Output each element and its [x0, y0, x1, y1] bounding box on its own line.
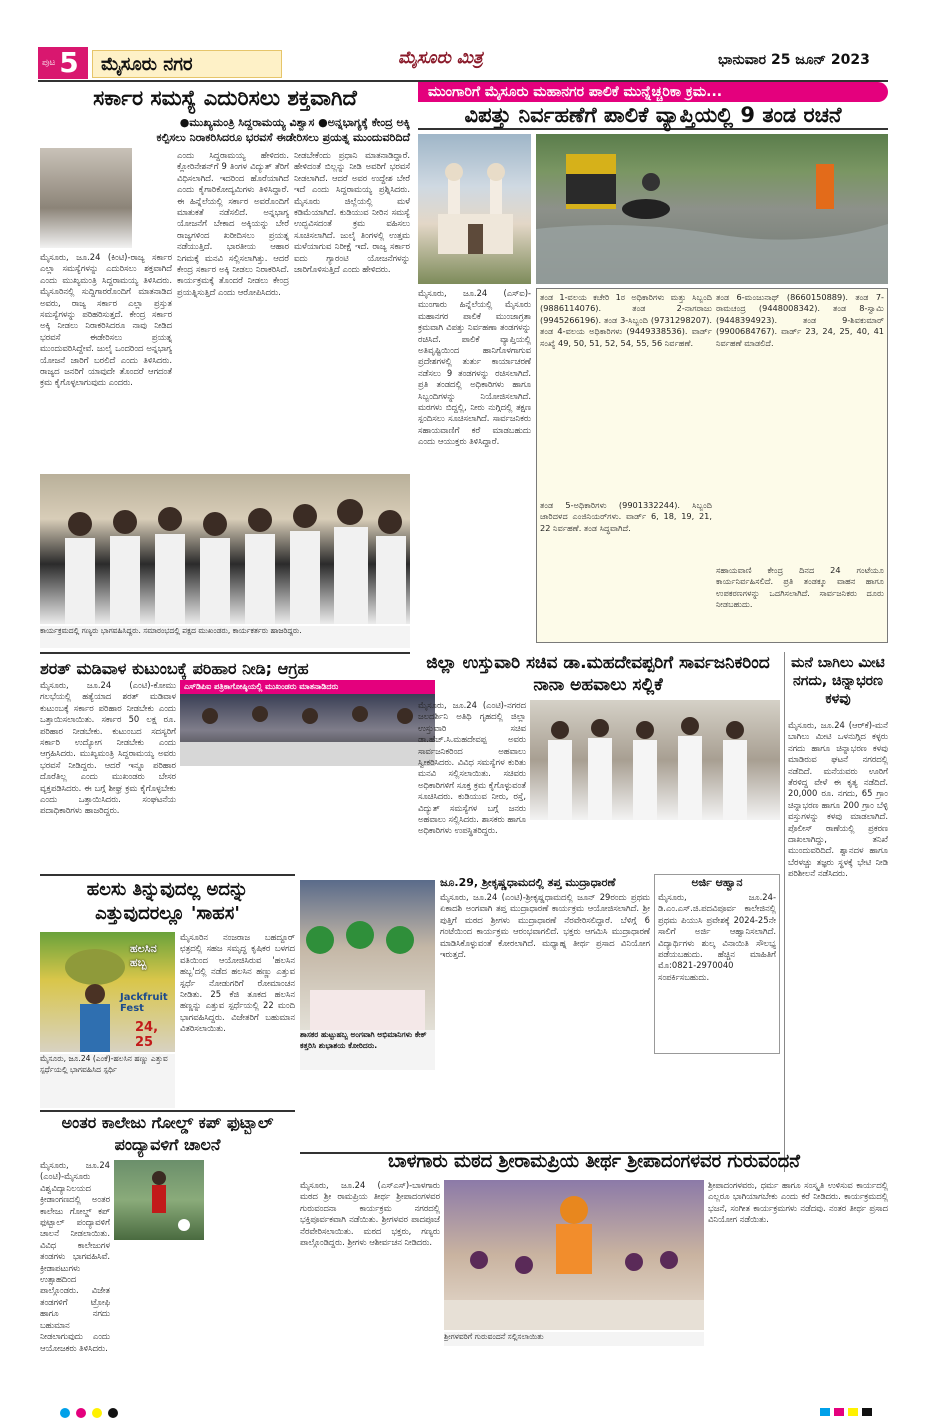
reg-magenta [76, 1408, 86, 1418]
reg-cyan [60, 1408, 70, 1418]
story6-headline: ಹಲಸು ತಿನ್ನುವುದಲ್ಲ ಅದನ್ನು ಎತ್ತುವುದರಲ್ಲೂ 'ಸಾಹಸ' [86, 879, 249, 924]
minister-photo [530, 700, 780, 820]
story1-subhead-1: ●ಮುಖ್ಯಮಂತ್ರಿ ಸಿದ್ದರಾಮಯ್ಯ ವಿಶ್ವಾಸ ●ಅನ್ನಭಾಗ್ಯಕ್ಕೆ ಕೇಂದ್ರ ಅಕ್ಕಿ [179, 116, 410, 129]
story6-rule [40, 874, 295, 876]
story4-body: ಮೈಸೂರು, ಜೂ.24 (ಎಂಟಿ)-ನಗರದ ಜಲದರ್ಶಿನಿ ಅತಿಥಿ ಗೃಹದಲ್ಲಿ ಜಿಲ್ಲಾ ಉಸ್ತುವಾರಿ ಸಚಿವ ಡಾ.ಹೆಚ್.ಸಿ.ಮಹದೇವಪ್ಪ ಅವರು ಸಾರ್ವಜನಿಕರಿಂದ ಅಹವಾಲು ಸ್ವೀಕರಿಸಿದರು. ವಿವಿಧ ಸಮಸ್ಯೆಗಳ ಕುರಿತು ಮನವಿ ಸಲ್ಲಿಸಲಾಯಿತು. ಸಚಿವರು ಅಧಿಕಾರಿಗಳಿಗೆ ಸೂಕ್ತ ಕ್ರಮ ಕೈಗೊಳ್ಳುವಂತೆ ಸೂಚಿಸಿದರು. ಕುಡಿಯುವ ನೀರು, ರಸ್ತೆ, ವಿದ್ಯುತ್ ಸಮಸ್ಯೆಗಳ ಬಗ್ಗೆ ಜನರು ಅಹವಾಲು ಸಲ್ಲಿಸಿದರು. ಶಾಸಕರು ಹಾಗೂ ಅಧಿಕಾರಿಗಳು ಉಪಸ್ಥಿತರಿದ್ದರು. [418, 700, 526, 836]
story11-body: ಮೈಸೂರು, ಜೂ.24 (ಎಂಟಿ)-ಮೈಸೂರು ವಿಶ್ವವಿದ್ಯಾನಿಲಯದ ಕ್ರೀಡಾಂಗಣದಲ್ಲಿ ಅಂತರ ಕಾಲೇಜು ಗೋಲ್ಡ್ ಕಪ್ ಫುಟ್ಬಾಲ್ ಪಂದ್ಯಾವಳಿಗೆ ಚಾಲನೆ ನೀಡಲಾಯಿತು. ವಿವಿಧ ಕಾಲೇಜುಗಳ ತಂಡಗಳು ಭಾಗವಹಿಸಿವೆ. ಕ್ರೀಡಾಪಟುಗಳು ಉತ್ಸಾಹದಿಂದ ಪಾಲ್ಗೊಂಡರು. ವಿಜೇತ ತಂಡಗಳಿಗೆ ಟ್ರೋಫಿ ಹಾಗೂ ನಗದು ಬಹುಮಾನ ನೀಡಲಾಗುವುದು ಎಂದು ಆಯೋಜಕರು ತಿಳಿಸಿದರು. [40, 1160, 110, 1353]
story1-subhead-2: ಕಲ್ಪಿಸಲು ನಿರಾಕರಿಸಿದರೂ ಭರವಸೆ ಈಡೇರಿಸಲು ಪ್ರಯತ್ನ ಮುಂದುವರಿದಿದೆ [156, 131, 410, 144]
story2-headline: ವಿಪತ್ತು ನಿರ್ವಹಣೆಗೆ ಪಾಲಿಕೆ ವ್ಯಾಪ್ತಿಯಲ್ಲಿ 9 ತಂಡ ರಚನೆ [418, 102, 888, 130]
story9-headline: ಅರ್ಜಿ ಆಹ್ವಾನ [691, 876, 743, 889]
bar-cyan [820, 1408, 830, 1416]
story3-photo-caption: ಎಸ್‌ಡಿಪಿಐ ಪತ್ರಿಕಾಗೋಷ್ಠಿಯಲ್ಲಿ ಮುಖಂಡರು ಮಾತನಾಡಿದರು [180, 680, 435, 694]
group-photo-caption: ಕಾರ್ಯಕ್ರಮದಲ್ಲಿ ಗಣ್ಯರು ಭಾಗವಹಿಸಿದ್ದರು. ಸಮಾರಂಭದಲ್ಲಿ ಪಕ್ಷದ ಮುಖಂಡರು, ಕಾರ್ಯಕರ್ತರು ಹಾಜರಿದ್ದರು. [40, 626, 410, 648]
story4-headline: ಜಿಲ್ಲಾ ಉಸ್ತುವಾರಿ ಸಚಿವ ಡಾ.ಮಹದೇವಪ್ಪರಿಗೆ ಸಾರ್ವಜನಿಕರಿಂದ ನಾನಾ ಅಹವಾಲು ಸಲ್ಲಿಕೆ [426, 653, 770, 695]
birthday-caption: ಶಾಸಕರ ಹುಟ್ಟುಹಬ್ಬ ಅಂಗವಾಗಿ ಅಭಿಮಾನಿಗಳು ಕೇಕ್ ಕತ್ತರಿಸಿ ಶುಭಾಶಯ ಕೋರಿದರು. [300, 1030, 435, 1070]
story10-headline: ಬಾಳಗಾರು ಮಠದ ಶ್ರೀರಾಮಪ್ರಿಯ ತೀರ್ಥ ಶ್ರೀಪಾದಂಗಳವರ ಗುರುವಂದನೆ [388, 1151, 800, 1172]
story11-headline: ಅಂತರ ಕಾಲೇಜು ಗೋಲ್ಡ್ ಕಪ್ ಫುಟ್ಬಾಲ್ ಪಂದ್ಯಾವಳಿಗೆ ಚಾಲನೆ [61, 1113, 274, 1154]
story5-body: ಮೈಸೂರು, ಜೂ.24 (ಆರ್‌ಕೆ)-ಮನೆ ಬಾಗಿಲು ಮೀಟಿ ಒಳನುಗ್ಗಿದ ಕಳ್ಳರು ನಗದು ಹಾಗೂ ಚಿನ್ನಾಭರಣ ಕಳವು ಮಾಡಿರುವ ಘಟನೆ ನಗರದಲ್ಲಿ ನಡೆದಿದೆ. ಮನೆಯವರು ಊರಿಗೆ ತೆರಳಿದ್ದ ವೇಳೆ ಈ ಕೃತ್ಯ ನಡೆದಿದೆ. 20,000 ರೂ. ನಗದು, 65 ಗ್ರಾಂ ಚಿನ್ನಾಭರಣ ಹಾಗೂ 200 ಗ್ರಾಂ ಬೆಳ್ಳಿ ವಸ್ತುಗಳನ್ನು ಕಳವು ಮಾಡಲಾಗಿದೆ. ಪೊಲೀಸ್ ಠಾಣೆಯಲ್ಲಿ ಪ್ರಕರಣ ದಾಖಲಾಗಿದ್ದು, ತನಿಖೆ ಮುಂದುವರಿದಿದೆ. ಶ್ವಾನದಳ ಹಾಗೂ ಬೆರಳಚ್ಚು ತಜ್ಞರು ಸ್ಥಳಕ್ಕೆ ಭೇಟಿ ನೀಡಿ ಪರಿಶೀಲನೆ ನಡೆಸಿದರು. [788, 720, 888, 879]
banner-text-a: ಹಲಸಿನ ಹಬ್ಬ [130, 942, 157, 969]
birthday-scene [300, 880, 435, 1030]
story8-headline: ಜೂ.29, ಶ್ರೀಕೃಷ್ಣಧಾಮದಲ್ಲಿ ತಪ್ತ ಮುದ್ರಾಧಾರಣೆ [440, 876, 616, 889]
reg-yellow [92, 1408, 102, 1418]
press-meet-figures [180, 694, 435, 766]
flood-photo [536, 134, 888, 284]
color-bars [820, 1408, 872, 1416]
story10-body-mid [444, 1348, 704, 1390]
masthead: ಮೈಸೂರು ಮಿತ್ರ [398, 48, 483, 68]
story10-body-left: ಮೈಸೂರು, ಜೂ.24 (ಎಸ್‌ಎಸ್)-ಬಾಳಗಾರು ಮಠದ ಶ್ರೀ ರಾಮಪ್ರಿಯ ತೀರ್ಥ ಶ್ರೀಪಾದಂಗಳವರ ಗುರುವಂದನಾ ಕಾರ್ಯಕ್ರಮ ನಗರದಲ್ಲಿ ಭಕ್ತಿಪೂರ್ವಕವಾಗಿ ನಡೆಯಿತು. ಶ್ರೀಗಳವರ ಪಾದಪೂಜೆ ನೆರವೇರಿಸಲಾಯಿತು. ಮಠದ ಭಕ್ತರು, ಗಣ್ಯರು ಪಾಲ್ಗೊಂಡಿದ್ದರು. ಶ್ರೀಗಳು ಆಶೀರ್ವಚನ ನೀಡಿದರು. [300, 1180, 440, 1248]
story1-col2: ಎಂದು ಸಿದ್ದರಾಮಯ್ಯ ಹೇಳಿದರು. ಕ್ಲೋರಿನೇಶನ್‌ಗೆ 9 ತಿಂಗಳ ವಿದ್ಯುತ್ ತೆರಿಗೆ ವಿಧಿಸಲಾಗಿದೆ. ಇದರಿಂದ ಹೊರೆಯಾಗಿದೆ ಎಂದು ಕೈಗಾರಿಕೋದ್ಯಮಿಗಳು ತಿಳಿಸಿದ್ದಾರೆ. ಈ ಹಿನ್ನೆಲೆಯಲ್ಲಿ ಸರ್ಕಾರ ಅವರೊಂದಿಗೆ ಮಾತುಕತೆ ನಡೆಸಲಿದೆ. ಅನ್ನಭಾಗ್ಯ ಯೋಜನೆಗೆ ಬೇಕಾದ ಅಕ್ಕಿಯನ್ನು ಬೇರೆ ರಾಜ್ಯಗಳಿಂದ ಖರೀದಿಸಲು ಪ್ರಯತ್ನ ನಡೆಯುತ್ತಿದೆ. ಭಾರತೀಯ ಆಹಾರ ನಿಗಮಕ್ಕೆ ಮನವಿ ಸಲ್ಲಿಸಲಾಗಿತ್ತು. ಆದರೆ ಕೇಂದ್ರ ಸರ್ಕಾರ ಅಕ್ಕಿ ನೀಡಲು ನಿರಾಕರಿಸಿದೆ. ಕಾರ್ಯಕ್ರಮಕ್ಕೆ ತೊಂದರೆ ನೀಡಲು ಕೇಂದ್ರ ಪ್ರಯತ್ನಿಸುತ್ತಿದೆ ಎಂದು ಆರೋಪಿಸಿದರು. [177, 150, 289, 297]
story3-rule [40, 652, 410, 654]
bar-yellow [848, 1408, 858, 1416]
birthday-photo [300, 880, 435, 1030]
gurvandane-scene [444, 1180, 704, 1330]
page-number-badge [38, 47, 88, 79]
story10-body-right: ಶ್ರೀಪಾದಂಗಳವರು, ಧರ್ಮ ಹಾಗೂ ಸಂಸ್ಕೃತಿ ಉಳಿಸುವ ಕಾರ್ಯದಲ್ಲಿ ಎಲ್ಲರೂ ಭಾಗಿಯಾಗಬೇಕು ಎಂದು ಕರೆ ನೀಡಿದರು. ಕಾರ್ಯಕ್ರಮದಲ್ಲಿ ಭಜನೆ, ಸಂಗೀತ ಕಾರ್ಯಕ್ರಮಗಳು ನಡೆದವು. ನಂತರ ತೀರ್ಥ ಪ್ರಸಾದ ವಿನಿಯೋಗ ನಡೆಯಿತು. [708, 1180, 888, 1225]
story3-headline: ಶರತ್ ಮಡಿವಾಳ ಕುಟುಂಬಕ್ಕೆ ಪರಿಹಾರ ನೀಡಿ; ಆಗ್ರಹ [40, 659, 309, 678]
story5-headline: ಮನೆ ಬಾಗಿಲು ಮೀಟಿ ನಗದು, ಚಿನ್ನಾಭರಣ ಕಳವು [791, 655, 885, 707]
football-player [114, 1160, 204, 1240]
story6-body: ಮೈಸೂರಿನ ನಂಜರಾಜ ಬಹದ್ದೂರ್ ಛತ್ರದಲ್ಲಿ ಸಹಜ ಸಮೃದ್ಧ ಕೃಷಿಕರ ಬಳಗದ ವತಿಯಿಂದ ಆಯೋಜಿಸಿರುವ 'ಹಲಸಿನ ಹಬ್ಬ'ದಲ್ಲಿ ನಡೆದ ಹಲಸಿನ ಹಣ್ಣು ಎತ್ತುವ ಸ್ಪರ್ಧೆ ನೋಡುಗರಿಗೆ ರೋಮಾಂಚನ ನೀಡಿತು. 25 ಕೆಜಿ ತೂಕದ ಹಲಸಿನ ಹಣ್ಣನ್ನು ಎತ್ತುವ ಸ್ಪರ್ಧೆಯಲ್ಲಿ 22 ಮಂದಿ ಭಾಗವಹಿಸಿದ್ದರು. ವಿಜೇತರಿಗೆ ಬಹುಮಾನ ವಿತರಿಸಲಾಯಿತು. [180, 932, 295, 1034]
story9-body: ಮೈಸೂರು, ಜೂ.24-ಡಿ.ಎಂ.ಎಸ್.ಜಿ.ಪದವಿಪೂರ್ವ ಕಾಲೇಜಿನಲ್ಲಿ ಪ್ರಥಮ ಪಿಯುಸಿ ಪ್ರವೇಶಕ್ಕೆ 2024-25ನೇ ಸಾಲಿಗೆ ಅರ್ಜಿ ಆಹ್ವಾನಿಸಲಾಗಿದೆ. ವಿದ್ಯಾರ್ಥಿಗಳು ಶುಲ್ಕ ವಿನಾಯಿತಿ ಸೌಲಭ್ಯ ಪಡೆಯಬಹುದು. ಹೆಚ್ಚಿನ ಮಾಹಿತಿಗೆ ಮೊ:0821-2970040 ಸಂಪರ್ಕಿಸಬಹುದು. [658, 892, 776, 982]
page-label: ಪುಟ [42, 58, 56, 68]
football-photo [114, 1160, 204, 1240]
gurvandane-caption: ಶ್ರೀಗಳವರಿಗೆ ಗುರುವಂದನೆ ಸಲ್ಲಿಸಲಾಯಿತು [444, 1332, 704, 1346]
bar-black [862, 1408, 872, 1416]
story4-col2 [530, 824, 780, 870]
teams-col1: ತಂಡ 1-ವಲಯ ಕಚೇರಿ 1ರ ಅಧಿಕಾರಿಗಳು ಮತ್ತು ಸಿಬ್ಬಂದಿ (9886114076). ತಂಡ 2-ನಾಗರಾಜು (9945266196). ತಂಡ 3-ಸಿಬ್ಬಂದಿ (9731298207). ತಂಡ 4-ವಲಯ ಅಧಿಕಾರಿಗಳು (9449338536). ವಾರ್ಡ್ ಸಂಖ್ಯೆ 49, 50, 51, 52, 54, 55, 56 ನಿರ್ವಹಣೆ. [540, 292, 712, 348]
story3-col2 [180, 770, 312, 870]
story3-body: ಮೈಸೂರು, ಜೂ.24 (ಎಂಟಿ)-ಕೋಮು ಗಲಭೆಯಲ್ಲಿ ಹತ್ಯೆಯಾದ ಶರತ್ ಮಡಿವಾಳ ಕುಟುಂಬಕ್ಕೆ ಸರ್ಕಾರ ಪರಿಹಾರ ನೀಡಬೇಕು ಎಂದು ಒತ್ತಾಯಿಸಲಾಯಿತು. ಸರ್ಕಾರ 50 ಲಕ್ಷ ರೂ. ಪರಿಹಾರ ನೀಡಬೇಕು. ಕುಟುಂಬದ ಸದಸ್ಯರಿಗೆ ಸರ್ಕಾರಿ ಉದ್ಯೋಗ ನೀಡಬೇಕು ಎಂದು ಆಗ್ರಹಿಸಿದರು. ಮುಖ್ಯಮಂತ್ರಿ ಸಿದ್ದರಾಮಯ್ಯ ಅವರು ಭರವಸೆ ನೀಡಿದ್ದರು. ಆದರೆ ಇನ್ನೂ ಪರಿಹಾರ ದೊರೆತಿಲ್ಲ ಎಂದು ಮುಖಂಡರು ಬೇಸರ ವ್ಯಕ್ತಪಡಿಸಿದರು. ಈ ಬಗ್ಗೆ ಶೀಘ್ರ ಕ್ರಮ ಕೈಗೊಳ್ಳಬೇಕು ಎಂದು ಒತ್ತಾಯಿಸಿದರು. ಸಂಘಟನೆಯ ಪದಾಧಿಕಾರಿಗಳು ಹಾಜರಿದ್ದರು. [40, 680, 176, 816]
story11-col2 [208, 1160, 295, 1390]
bar-magenta [834, 1408, 844, 1416]
teams-col1b: ತಂಡ 5-ಅಧಿಕಾರಿಗಳು (9901332244). ಸಿಬ್ಬಂದಿ ಜಾರಿದಳದ ಎಂಜಿನಿಯರ್‌ಗಳು. ವಾರ್ಡ್ 6, 18, 19, 21, 22 ನಿರ್ವಹಣೆ. ತಂಡ ಸಿದ್ಧವಾಗಿದೆ. [540, 500, 712, 533]
issue-date: ಭಾನುವಾರ 25 ಜೂನ್ 2023 [718, 52, 870, 68]
gurvandane-photo [444, 1180, 704, 1330]
minister-meeting [530, 700, 780, 820]
flood-scene [536, 134, 888, 284]
teams-col2: ತಂಡ 6-ಮಂಜುನಾಥ್ (8660150889). ತಂಡ 7-ರಾಮಚಂದ್ರ (9448008342). ತಂಡ 8-ಸ್ವಾಮಿ (9448394923). ತಂಡ 9-ಶಿವಕುಮಾರ್ (9900684767). ವಾರ್ಡ್ 23, 24, 25, 40, 41 ನಿರ್ವಹಣೆ ಮಾಡಲಿದೆ. [716, 292, 884, 348]
section-title: ಮೈಸೂರು ನಗರ [92, 50, 282, 78]
story1-headline: ಸರ್ಕಾರ ಸಮಸ್ಯೆ ಎದುರಿಸಲು ಶಕ್ತವಾಗಿದೆ [93, 86, 357, 110]
press-meet-photo [180, 694, 435, 766]
palace-building [418, 134, 531, 284]
story2-body: ಮೈಸೂರು, ಜೂ.24 (ಎಸ್‌ಐ)-ಮುಂಗಾರು ಹಿನ್ನೆಲೆಯಲ್ಲಿ ಮೈಸೂರು ಮಹಾನಗರ ಪಾಲಿಕೆ ಮುಂಜಾಗ್ರತಾ ಕ್ರಮವಾಗಿ ವಿಪತ್ತು ನಿರ್ವಹಣಾ ತಂಡಗಳನ್ನು ರಚಿಸಿದೆ. ಪಾಲಿಕೆ ವ್ಯಾಪ್ತಿಯಲ್ಲಿ ಅತಿವೃಷ್ಟಿಯಿಂದ ಹಾನಿಗೊಳಗಾಗುವ ಪ್ರದೇಶಗಳಲ್ಲಿ ತುರ್ತು ಕಾರ್ಯಾಚರಣೆ ನಡೆಸಲು 9 ತಂಡಗಳನ್ನು ರಚಿಸಲಾಗಿದೆ. ಪ್ರತಿ ತಂಡದಲ್ಲಿ ಅಧಿಕಾರಿಗಳು ಹಾಗೂ ಸಿಬ್ಬಂದಿಗಳನ್ನು ನಿಯೋಜಿಸಲಾಗಿದೆ. ಮರಗಳು ಬಿದ್ದಲ್ಲಿ, ನೀರು ನುಗ್ಗಿದಲ್ಲಿ ತಕ್ಷಣ ಸ್ಪಂದಿಸಲು ಸೂಚಿಸಲಾಗಿದೆ. ಸಾರ್ವಜನಿಕರು ಸಹಾಯವಾಣಿಗೆ ಕರೆ ಮಾಡಬಹುದು ಎಂದು ಆಯುಕ್ತರು ತಿಳಿಸಿದ್ದಾರೆ. [418, 288, 531, 447]
palace-photo [418, 134, 531, 284]
story1-col1: ಮೈಸೂರು, ಜೂ.24 (ಕಿಂಟಿ)-ರಾಜ್ಯ ಸರ್ಕಾರ ಎಲ್ಲಾ ಸಮಸ್ಯೆಗಳನ್ನು ಎದುರಿಸಲು ಶಕ್ತವಾಗಿದೆ ಎಂದು ಮುಖ್ಯಮಂತ್ರಿ ಸಿದ್ದರಾಮಯ್ಯ ತಿಳಿಸಿದರು. ಮೈಸೂರಿನಲ್ಲಿ ಸುದ್ದಿಗಾರರೊಂದಿಗೆ ಮಾತನಾಡಿದ ಅವರು, ರಾಜ್ಯ ಸರ್ಕಾರ ಎಲ್ಲಾ ಪ್ರಸ್ತುತ ಸಮಸ್ಯೆಗಳನ್ನು ಪರಿಹರಿಸುತ್ತದೆ. ಕೇಂದ್ರ ಸರ್ಕಾರ ಅಕ್ಕಿ ನೀಡಲು ನಿರಾಕರಿಸಿದರೂ ನಾವು ನೀಡಿದ ಭರವಸೆ ಈಡೇರಿಸಲು ಪ್ರಯತ್ನ ಮುಂದುವರಿಸಿದ್ದೇವೆ. ಜುಲೈ ಒಂದರಿಂದ ಅನ್ನಭಾಗ್ಯ ಯೋಜನೆ ಜಾರಿಗೆ ಬರಲಿದೆ ಎಂದು ತಿಳಿಸಿದರು. ರಾಜ್ಯದ ಜನರಿಗೆ ಯಾವುದೇ ತೊಂದರೆ ಆಗದಂತೆ ಕ್ರಮ ಕೈಗೊಳ್ಳಲಾಗುವುದು ಎಂದರು. [40, 252, 172, 388]
story1-col3: ನೀಡಬೇಕೆಂದು ಪ್ರಧಾನಿ ಮಾತನಾಡಿದ್ದಾರೆ. ಹೇಳಿದಂತೆ ಬಿಲ್ಲನ್ನು ನೀಡಿ ಅವರಿಗೆ ಭರವಸೆ ನೀಡಲಾಗಿದೆ. ಆದರೆ ಅವರ ಉದ್ದೇಶ ಬೇರೆ ಇದೆ ಎಂದು ಸಿದ್ದರಾಮಯ್ಯ ಪ್ರಶ್ನಿಸಿದರು. ಮೈಸೂರು ಜಿಲ್ಲೆಯಲ್ಲಿ ಮಳೆ ಕಡಿಮೆಯಾಗಿದೆ. ಕುಡಿಯುವ ನೀರಿನ ಸಮಸ್ಯೆ ಉದ್ಭವಿಸದಂತೆ ಕ್ರಮ ವಹಿಸಲು ಸೂಚಿಸಲಾಗಿದೆ. ಜುಲೈ ತಿಂಗಳಲ್ಲಿ ಉತ್ತಮ ಮಳೆಯಾಗುವ ನಿರೀಕ್ಷೆ ಇದೆ. ರಾಜ್ಯ ಸರ್ಕಾರ ಐದು ಗ್ಯಾರಂಟಿ ಯೋಜನೆಗಳನ್ನು ಜಾರಿಗೊಳಿಸುತ್ತಿದೆ ಎಂದು ಹೇಳಿದರು. [294, 150, 410, 275]
registration-marks [60, 1408, 118, 1418]
reg-black [108, 1408, 118, 1418]
banner-text-c: 24, 25 [135, 1020, 159, 1050]
teams-col2b: ಸಹಾಯವಾಣಿ ಕೇಂದ್ರ ದಿನದ 24 ಗಂಟೆಯೂ ಕಾರ್ಯನಿರ್ವಹಿಸಲಿದೆ. ಪ್ರತಿ ತಂಡಕ್ಕೂ ವಾಹನ ಹಾಗೂ ಉಪಕರಣಗಳನ್ನು ಒದಗಿಸಲಾಗಿದೆ. ಸಾರ್ವಜನಿಕರು ದೂರು ನೀಡಬಹುದು. [716, 565, 884, 610]
jackfruit-photo [40, 932, 175, 1052]
group-photo-figures [40, 474, 410, 624]
group-photo [40, 474, 410, 624]
story2-kicker: ಮುಂಗಾರಿಗೆ ಮೈಸೂರು ಮಹಾನಗರ ಪಾಲಿಕೆ ಮುನ್ನೆಚ್ಚರಿಕಾ ಕ್ರಮ... [418, 82, 888, 102]
banner-text-b: Jackfruit Fest [120, 992, 168, 1014]
jackfruit-caption: ಮೈಸೂರು, ಜೂ.24 (ಎಂಕೆ)-ಹಲಸಿನ ಹಣ್ಣು ಎತ್ತುವ ಸ್ಪರ್ಧೆಯಲ್ಲಿ ಭಾಗವಹಿಸಿದ ಸ್ಪರ್ಧಿ [40, 1054, 175, 1108]
story8-body: ಮೈಸೂರು, ಜೂ.24 (ಎಂಟಿ)-ಶ್ರೀಕೃಷ್ಣಧಾಮದಲ್ಲಿ ಜೂನ್ 29ರಂದು ಪ್ರಥಮ ಏಕಾದಶಿ ಅಂಗವಾಗಿ ತಪ್ತ ಮುದ್ರಾಧಾರಣೆ ಕಾರ್ಯಕ್ರಮ ಆಯೋಜಿಸಲಾಗಿದೆ. ಶ್ರೀ ಪುತ್ತಿಗೆ ಮಠದ ಶ್ರೀಗಳು ಮುದ್ರಾಧಾರಣೆ ನೆರವೇರಿಸಲಿದ್ದಾರೆ. ಬೆಳಿಗ್ಗೆ 6 ಗಂಟೆಯಿಂದ ಕಾರ್ಯಕ್ರಮ ಆರಂಭವಾಗಲಿದೆ. ಭಕ್ತರು ಆಗಮಿಸಿ ಮುದ್ರಾಧಾರಣೆ ಮಾಡಿಸಿಕೊಳ್ಳುವಂತೆ ಕೋರಲಾಗಿದೆ. ಮಧ್ಯಾಹ್ನ ತೀರ್ಥ ಪ್ರಸಾದ ವಿನಿಯೋಗ ಇರುತ್ತದೆ. [440, 892, 650, 960]
page-number: 5 [59, 46, 79, 79]
